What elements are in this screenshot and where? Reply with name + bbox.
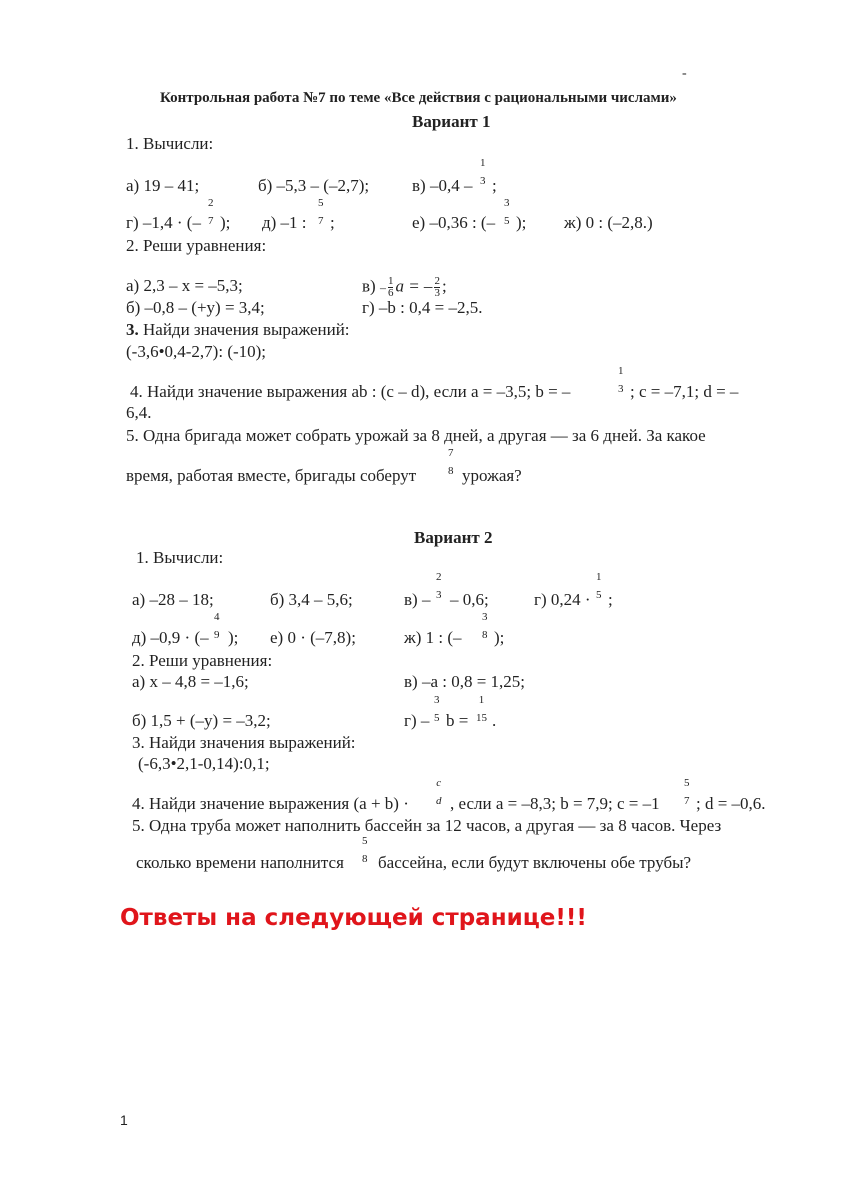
- v2-task1-zh: ж) 1 : (–: [404, 628, 462, 647]
- v1-task4-line2: 6,4.: [126, 403, 152, 422]
- v2-task4-text: 4. Найди значение выражения (a + b) ·: [132, 794, 409, 813]
- v2-task1-g: г) 0,24 ·: [534, 590, 591, 609]
- v2-task1-e: е) 0 · (–7,8);: [270, 628, 356, 647]
- v2-task2-g-fraction-1: 3 5: [434, 694, 440, 724]
- variant-1-heading: Вариант 1: [412, 112, 491, 131]
- v2-task3-title: 3. Найди значения выражений:: [132, 733, 356, 752]
- v2-task1-g-fraction: 1 5: [596, 571, 602, 601]
- v2-task2-g: г) –: [404, 711, 430, 730]
- v1-task1-e-fraction: 3 5: [504, 197, 510, 227]
- v2-task4-fraction-cd: c d: [436, 777, 442, 807]
- v2-task2-title: 2. Реши уравнения:: [132, 651, 273, 670]
- v1-task5-fraction: 7 8: [448, 447, 454, 477]
- v1-task2-title: 2. Реши уравнения:: [126, 236, 267, 255]
- corner-mark: -: [682, 66, 687, 81]
- v2-task1-zh-fraction: 3 8: [482, 611, 488, 641]
- v2-task1-d-fraction: 4 9: [214, 611, 220, 641]
- v1-task2-a: а) 2,3 – x = –5,3;: [126, 276, 243, 295]
- page-number: 1: [120, 1112, 128, 1128]
- v1-task1-title: 1. Вычисли:: [126, 134, 214, 153]
- v2-task5-line2: сколько времени наполнится: [136, 853, 344, 872]
- v2-task1-v-fraction: 2 3: [436, 571, 442, 601]
- v2-task1-a: а) –28 – 18;: [132, 590, 214, 609]
- v2-task2-a: а) x – 4,8 = –1,6;: [132, 672, 249, 691]
- v2-task5-line1: 5. Одна труба может наполнить бассейн за 12 часов, а другая — за 8 часов. Через: [132, 816, 722, 835]
- v2-task1-v: в) –: [404, 590, 431, 609]
- v1-task3-title: 3. Найди значения выражений:: [126, 320, 350, 339]
- v1-task2-b: б) –0,8 – (+y) = 3,4;: [126, 298, 265, 317]
- v1-task1-d: д) –1 :: [262, 213, 307, 232]
- v1-task5-line2: время, работая вместе, бригады соберут: [126, 466, 417, 485]
- v1-task4-text: 4. Найди значение выражения ab : (c – d), если a = –3,5; b = –: [130, 382, 571, 401]
- v2-task2-v: в) –a : 0,8 = 1,25;: [404, 672, 526, 691]
- v2-task2-b: б) 1,5 + (–y) = –3,2;: [132, 711, 271, 730]
- v2-task1-title: 1. Вычисли:: [136, 548, 224, 567]
- v1-task1-g-fraction: 2 7: [208, 197, 214, 227]
- v1-task1-c-fraction: 1 3: [480, 157, 486, 187]
- v1-task1-g: г) –1,4 · (–: [126, 213, 201, 232]
- v1-task1-a: а) 19 – 41;: [126, 176, 200, 195]
- v1-task4-fraction: 1 3: [618, 365, 624, 395]
- v1-task1-c: в) –0,4 –: [412, 176, 473, 195]
- v2-task2-g-fraction-2: 1 15: [476, 694, 487, 724]
- v2-task3-expr: (-6,3•2,1-0,14):0,1;: [138, 754, 270, 773]
- variant-2-heading: Вариант 2: [414, 528, 493, 547]
- v1-task1-e: е) –0,36 : (–: [412, 213, 496, 232]
- v2-task5-fraction: 5 8: [362, 835, 368, 865]
- v1-task5-line1: 5. Одна бригада может собрать урожай за 8 дней, а другая — за 6 дней. За какое: [126, 426, 706, 445]
- v1-task1-b: б) –5,3 – (–2,7);: [258, 176, 370, 195]
- v2-task4-fraction-c: 5 7: [684, 777, 690, 807]
- v2-task1-d: д) –0,9 · (–: [132, 628, 209, 647]
- v1-task2-v: в) – $\frac{1}{6}$ a = – $\frac{2}{3}$ ;: [362, 275, 447, 299]
- v1-task2-g: г) –b : 0,4 = –2,5.: [362, 298, 483, 317]
- answers-next-page-note: Ответы на следующей странице!!!: [120, 905, 587, 931]
- v1-task1-zh: ж) 0 : (–2,8.): [564, 213, 653, 232]
- document-title: Контрольная работа №7 по теме «Все действия с рациональными числами»: [160, 90, 677, 106]
- v1-task3-expr: (-3,6•0,4-2,7): (-10);: [126, 342, 267, 361]
- v1-task1-d-fraction: 5 7: [318, 197, 324, 227]
- v2-task1-b: б) 3,4 – 5,6;: [270, 590, 353, 609]
